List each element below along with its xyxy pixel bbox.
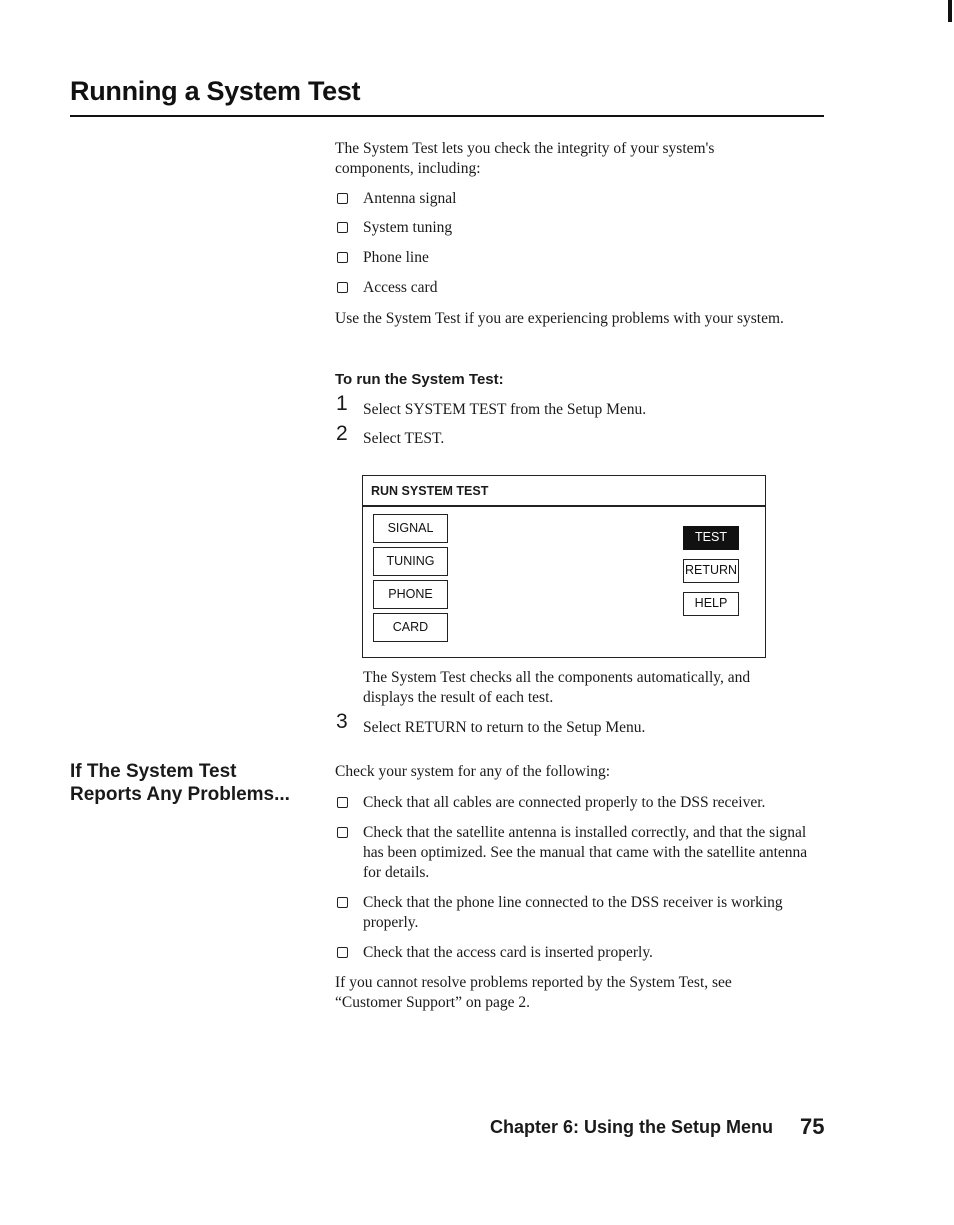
checkbox-icon [337,282,348,293]
scan-edge-mark [948,0,952,22]
page-number: 75 [800,1114,825,1139]
tuning-button[interactable]: TUNING [373,547,448,576]
checkbox-icon [337,252,348,263]
help-button[interactable]: HELP [683,592,739,616]
checkbox-icon [337,827,348,838]
card-button[interactable]: CARD [373,613,448,642]
checkbox-icon [337,222,348,233]
step-text: Select TEST. [363,430,445,447]
step-number: 3 [336,710,348,733]
procedure-heading: To run the System Test: [335,371,504,388]
title-rule [70,115,824,117]
checkbox-icon [337,797,348,808]
dialog-title-rule [363,505,765,507]
step-text: Select SYSTEM TEST from the Setup Menu. [363,401,647,418]
checkbox-icon [337,897,348,908]
page-title: Running a System Test [70,76,361,106]
after-dialog-paragraph: The System Test checks all the components automatically, and displays the result of each test. [363,669,751,706]
check-intro: Check your system for any of the following: [335,763,611,780]
step-text: Select RETURN to return to the Setup Menu. [363,719,646,736]
signal-button[interactable]: SIGNAL [373,514,448,543]
intro-paragraph: The System Test lets you check the integrity of your system's components, including: [335,140,715,177]
checkbox-icon [337,193,348,204]
test-button[interactable]: TEST [683,526,739,550]
checkbox-icon [337,947,348,958]
dialog-title: RUN SYSTEM TEST [371,484,489,498]
use-paragraph: Use the System Test if you are experiencing problems with your system. [335,310,784,327]
run-system-test-dialog [362,475,766,658]
step-number: 1 [336,392,348,415]
phone-button[interactable]: PHONE [373,580,448,609]
problems-heading: If The System Test Reports Any Problems... [70,761,290,805]
step-number: 2 [336,422,348,445]
return-button[interactable]: RETURN [683,559,739,583]
resolve-paragraph: If you cannot resolve problems reported by the System Test, see “Customer Support” on page 2. [335,974,732,1011]
footer-chapter: Chapter 6: Using the Setup Menu [490,1117,774,1137]
